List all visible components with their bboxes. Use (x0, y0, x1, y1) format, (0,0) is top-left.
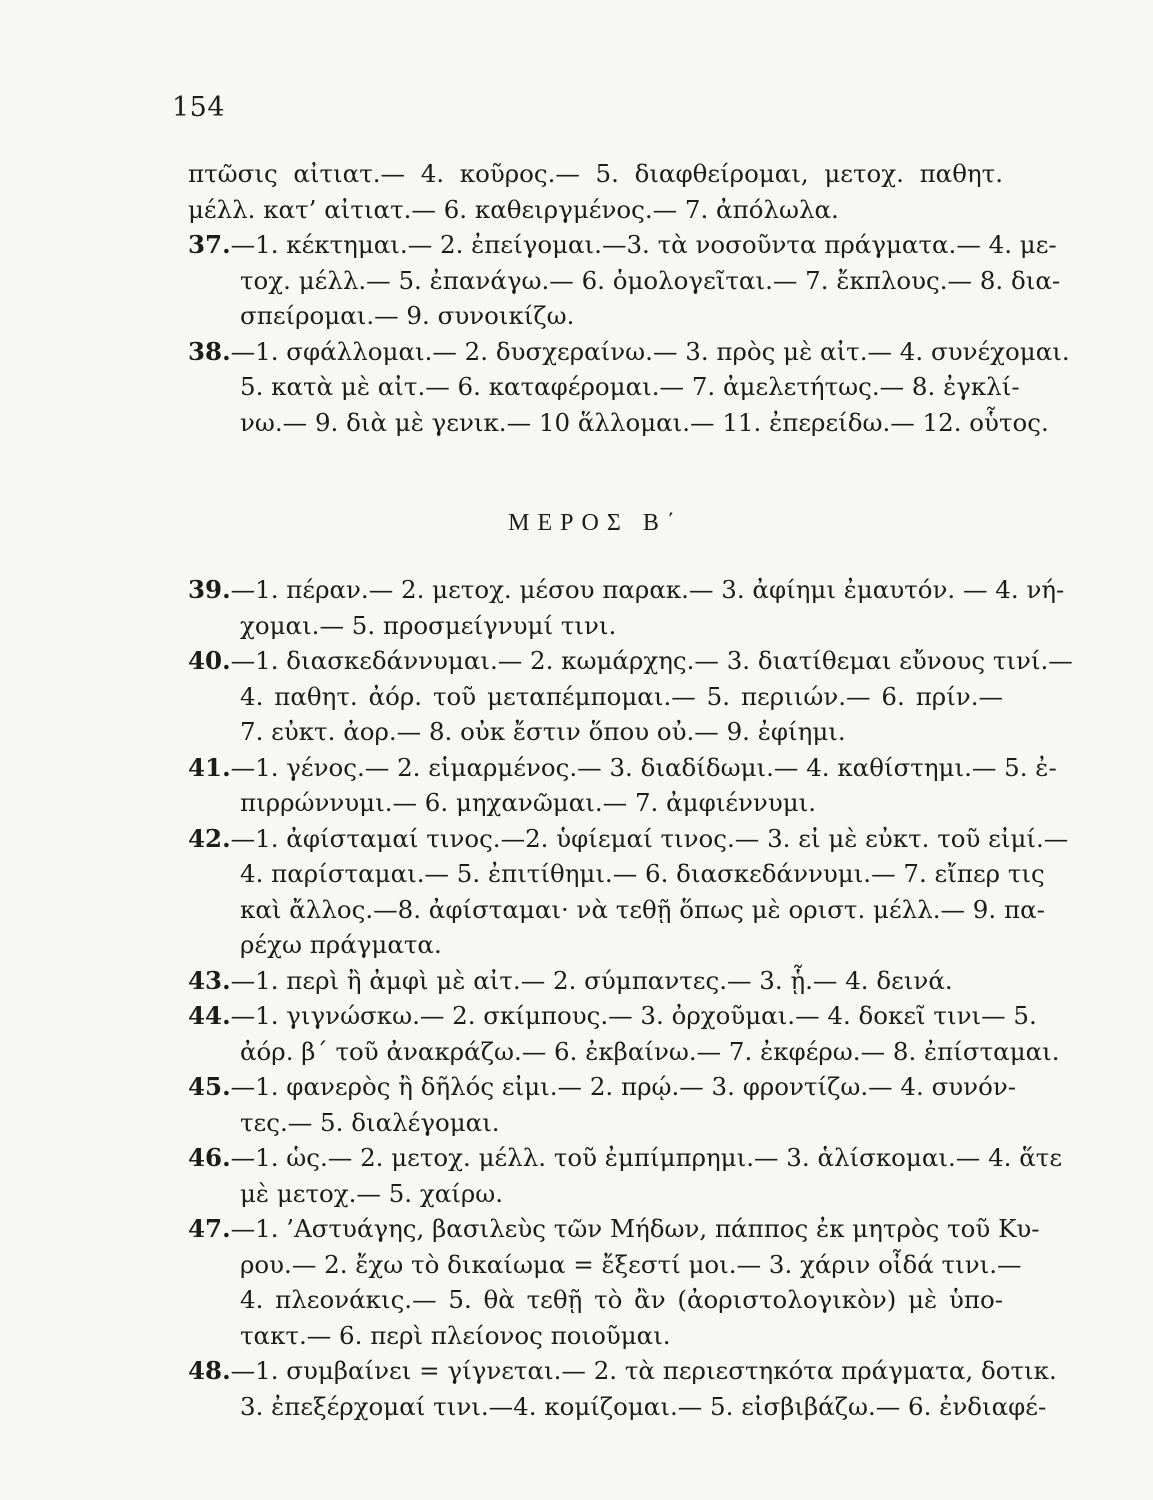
entry-number: 40. (188, 646, 231, 675)
text-line (188, 927, 1003, 963)
line-text: —1. συμβαίνει = γίγνεται.— 2. τὰ περιεστηκότα πράγματα, δοτικ. (230, 1356, 1057, 1385)
line-text: μέλλ. κατ’ αἰτιατ.— 6. καθειργμένος.— 7. ἀπόλωλα. (188, 194, 839, 224)
text-line (188, 1282, 1003, 1318)
text-line (188, 1353, 1057, 1389)
line-text: —1. ἀφίσταμαί τινος.—2. ὑφίεμαί τινος.— 3. εἰ μὲ εὐκτ. τοῦ εἰμί.— (230, 823, 1069, 853)
text-line (188, 892, 1045, 928)
text-line (188, 227, 1057, 263)
line-text: —1. διασκεδάννυμαι.— 2. κωμάρχης.— 3. διατίθεμαι εὔνους τινί.— (230, 646, 1073, 675)
entry-number: 41. (188, 752, 231, 782)
text-line (188, 334, 1070, 370)
answer-entry (188, 1069, 1017, 1140)
text-line (188, 821, 1069, 857)
entry-number: 47. (188, 1214, 231, 1243)
answer-entry (188, 963, 1003, 999)
line-text: πιρρώννυμι.— 6. μηχανῶμαι.— 7. ἀμφιέννυμι. (240, 788, 817, 817)
text-line (188, 263, 1061, 299)
line-text: —1. φανερὸς ἢ δῆλός εἰμι.— 2. πρῴ.— 3. φροντίζω.— 4. συνόν- (230, 1072, 1017, 1101)
text-line (188, 998, 1037, 1034)
line-text: καὶ ἄλλος.—8. ἀφίσταμαι· νὰ τεθῇ ὅπως μὲ οριστ. μέλλ.— 9. πα- (240, 894, 1045, 924)
text-line (188, 1105, 1003, 1141)
text-line (188, 856, 1045, 892)
line-text: —1. σφάλλομαι.— 2. δυσχεραίνω.— 3. πρὸς μὲ αἰτ.— 4. συνέχομαι. (230, 336, 1070, 366)
entry-number: 38. (188, 336, 231, 366)
line-text: —1. γιγνώσκω.— 2. σκίμπους.— 3. ὀρχοῦμαι.— 4. δοκεῖ τινι— 5. (230, 1001, 1037, 1030)
line-text: 7. εὐκτ. ἀορ.— 8. οὐκ ἔστιν ὅπου οὐ.— 9. ἐφίημι. (240, 717, 846, 746)
part-b-entries (188, 572, 1073, 1424)
section-title: ΜΕΡΟΣ Β΄ (508, 510, 683, 536)
answer-entry (188, 156, 1003, 227)
answer-entry (188, 1140, 1063, 1211)
page-number: 154 (172, 92, 226, 123)
answer-entry (188, 1211, 1040, 1353)
text-line (188, 156, 1003, 192)
line-text: πτῶσις αἰτιατ.— 4. κοῦρος.— 5. διαφθείρομαι, μετοχ. παθητ. (188, 159, 1003, 188)
text-line (188, 643, 1073, 679)
answer-entry (188, 1353, 1057, 1424)
text-line (188, 1211, 1040, 1247)
text-line (188, 679, 1003, 715)
part-a-entries (188, 156, 1070, 440)
text-line (188, 608, 1003, 644)
line-text: χομαι.— 5. προσμείγνυμί τινι. (240, 610, 617, 640)
text-line (188, 1069, 1017, 1105)
answer-entry (188, 821, 1069, 963)
line-text: νω.— 9. διὰ μὲ γενικ.— 10 ἅλλομαι.— 11. ἐπερείδω.— 12. οὗτος. (240, 407, 1049, 437)
line-text: 3. ἐπεξέρχομαί τινι.—4. κομίζομαι.— 5. εἰσβιβάζω.— 6. ἐνδιαφέ- (240, 1391, 1047, 1421)
line-text: —1. πέραν.— 2. μετοχ. μέσου παρακ.— 3. ἀφίημι ἐμαυτόν. — 4. νή- (230, 575, 1065, 604)
entry-number: 39. (188, 575, 231, 604)
text-line (188, 1389, 1047, 1425)
text-line (188, 1034, 1060, 1070)
line-text: τακτ.— 6. περὶ πλείονος ποιοῦμαι. (240, 1320, 671, 1350)
line-text: —1. περὶ ἢ ἀμφὶ μὲ αἰτ.— 2. σύμπαντες.— 3. ᾗ.— 4. δεινά. (230, 965, 953, 995)
answer-entry (188, 998, 1060, 1069)
text-line (188, 785, 1003, 821)
entry-number: 44. (188, 1001, 231, 1030)
line-text: τες.— 5. διαλέγομαι. (240, 1107, 500, 1137)
text-line (188, 1318, 1003, 1354)
line-text: —1. ’Αστυάγης, βασιλεὺς τῶν Μήδων, πάππος ἐκ μητρὸς τοῦ Κυ- (230, 1214, 1040, 1243)
line-text: σπείρομαι.— 9. συνοικίζω. (240, 301, 575, 330)
line-text: —1. ὡς.— 2. μετοχ. μέλλ. τοῦ ἐμπίμπρημι.— 3. ἁλίσκομαι.— 4. ἅτε (230, 1143, 1063, 1172)
line-text: τοχ. μέλλ.— 5. ἐπανάγω.— 6. ὁμολογεῖται.— 7. ἔκπλους.— 8. δια- (240, 265, 1061, 295)
entry-number: 43. (188, 965, 231, 995)
line-text: 4. παθητ. ἀόρ. τοῦ μεταπέμπομαι.— 5. περιιών.— 6. πρίν.— (240, 681, 1003, 711)
answer-entry (188, 334, 1070, 441)
line-text: 4. πλεονάκις.— 5. θὰ τεθῇ τὸ ἂν (ἀοριστολογικὸν) μὲ ὑπο- (240, 1285, 1003, 1314)
line-text: —1. γένος.— 2. εἱμαρμένος.— 3. διαδίδωμι.— 4. καθίστημι.— 5. ἐ- (230, 752, 1057, 782)
answer-entry (188, 750, 1057, 821)
answer-entry (188, 572, 1065, 643)
line-text: μὲ μετοχ.— 5. χαίρω. (240, 1178, 504, 1208)
line-text: ρέχω πράγματα. (240, 930, 442, 959)
text-line (188, 192, 1003, 228)
text-line (188, 572, 1065, 608)
entry-number: 45. (188, 1072, 231, 1101)
text-line (188, 1247, 1022, 1283)
text-line (188, 405, 1049, 441)
entry-number: 48. (188, 1356, 231, 1385)
text-line (188, 1176, 1003, 1212)
answer-entry (188, 227, 1061, 334)
text-line (188, 298, 1003, 334)
entry-number: 37. (188, 230, 231, 259)
page-content (188, 156, 1073, 1424)
line-text: ρου.— 2. ἔχω τὸ δικαίωμα = ἔξεστί μοι.— 3. χάριν οἶδά τινι.— (240, 1249, 1022, 1279)
line-text: —1. κέκτημαι.— 2. ἐπείγομαι.—3. τὰ νοσοῦντα πράγματα.— 4. με- (230, 230, 1057, 259)
text-line (188, 369, 1020, 405)
entry-number: 42. (188, 823, 231, 853)
text-line (188, 963, 1003, 999)
answer-entry (188, 643, 1073, 750)
entry-number: 46. (188, 1143, 231, 1172)
text-line (188, 714, 1003, 750)
text-line (188, 750, 1057, 786)
text-line (188, 1140, 1063, 1176)
line-text: 4. παρίσταμαι.— 5. ἐπιτίθημι.— 6. διασκεδάννυμι.— 7. εἴπερ τις (240, 859, 1045, 888)
line-text: ἀόρ. β΄ τοῦ ἀνακράζω.— 6. ἐκβαίνω.— 7. ἐκφέρω.— 8. ἐπίσταμαι. (240, 1036, 1060, 1066)
line-text: 5. κατὰ μὲ αἰτ.— 6. καταφέρομαι.— 7. ἀμελετήτως.— 8. ἐγκλί- (240, 372, 1020, 401)
